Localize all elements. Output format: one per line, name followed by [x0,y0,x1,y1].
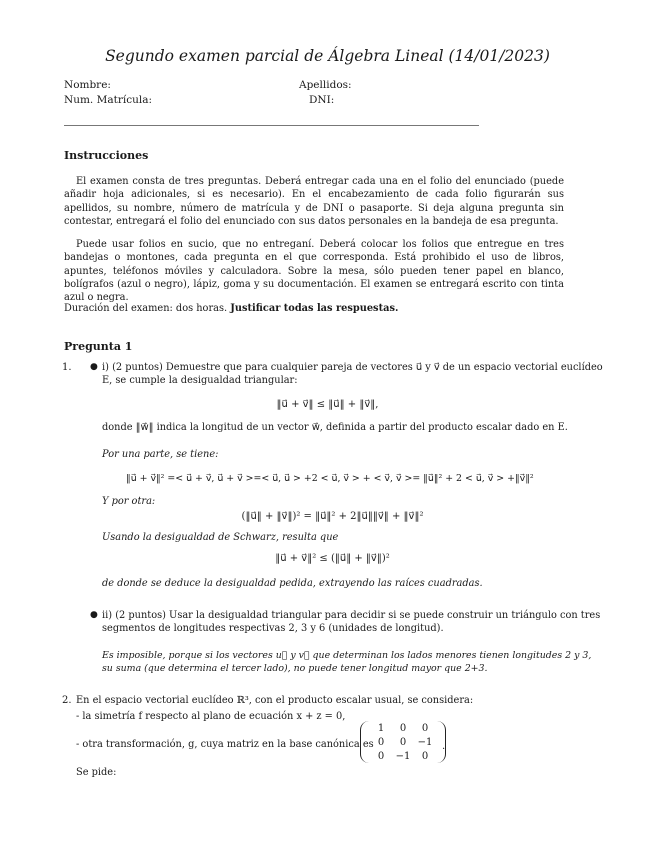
matricula-label: Num. Matrícula: [64,94,152,106]
matrix-cell: 1 [377,722,385,734]
question1-heading: Pregunta 1 [64,340,133,353]
matrix-cell: 0 [421,750,429,762]
nombre-label: Nombre: [64,79,111,91]
question2-intro: En el espacio vectorial euclídeo ℝ³, con el producto escalar usual, se considera: [76,695,474,706]
part-ii-line2: segmentos de longitudes respectivas 2, 3 y 6 (unidades de longitud). [102,623,444,634]
matrix-cell: 0 [377,736,385,748]
transformation-matrix [360,721,446,763]
instructions-paragraph-2: Puede usar folios en sucio, que no entreganí. Deberá colocar los folios que entregue en tres bandejas o montones, cada pregunta en el que corresponda. Está prohibido el uso de libros, apuntes, teléfonos móviles y calculadora. Sobre la mesa, sólo pueden tener papel en blanco, bolígrafos (azul o negro), lápiz, goma y su documentación. El examen se entregará escrito con tinta azul o negra. [64,239,564,304]
part-i-line2: E, se cumple la desigualdad triangular: [102,375,298,386]
instructions-heading: Instrucciones [64,149,149,162]
part-ii-line1: ii) (2 puntos) Usar la desigualdad triangular para decidir si se puede construir un triángulo con tres [102,610,601,621]
matrix-period: . [442,741,446,752]
question2-ask: Se pide: [76,767,117,778]
triangle-inequality: ‖u⃗ + v⃗‖ ≤ ‖u⃗‖ + ‖v⃗‖, [276,399,379,410]
question2-item1: - la simetría f respecto al plano de ecuación x + z = 0, [76,711,346,722]
solution-schwarz: Usando la desigualdad de Schwarz, resulta que [102,532,339,543]
part-ii-solution-line1: Es imposible, porque si los vectores u⃗ y v⃗ que determinan los lados menores tienen longitudes 2 y 3, [102,650,592,661]
header-divider [64,125,479,126]
instructions-paragraph-1: El examen consta de tres preguntas. Deberá entregar cada una en el folio del enunciado (puede añadir hoja adicionales, si es necesario). En el encabezamiento de cada folio figurarán sus apellidos, su nombre, número de matrícula y de DNI o pasaporte. Si deja alguna pregunta sin contestar, entregará el folio del enunciado con sus datos personales en la bandeja de esa pregunta. [64,176,564,227]
bullet-icon: ● [90,362,98,372]
norm-definition: donde ‖w⃗‖ indica la longitud de un vector w⃗, definida a partir del producto escalar dado en E. [102,422,568,433]
duration-text: Duración del examen: dos horas. [64,303,228,314]
dni-label: DNI: [309,94,335,106]
duration-line [64,302,398,315]
exam-title: Segundo examen parcial de Álgebra Lineal (14/01/2023) [105,47,550,65]
justify-text: Justificar todas las respuestas. [230,303,399,314]
matrix-cell: 0 [421,722,429,734]
solution-equation-2: (‖u⃗‖ + ‖v⃗‖)² = ‖u⃗‖² + 2‖u⃗‖‖v⃗‖ + ‖v⃗‖² [241,511,424,522]
matrix-cell: 0 [377,750,385,762]
bullet-icon: ● [90,610,98,620]
solution-equation-1: ‖u⃗ + v⃗‖² =< u⃗ + v⃗, u⃗ + v⃗ >=< u⃗, u⃗ > +2 < u⃗, v⃗ > + < v⃗, v⃗ >= ‖u⃗‖² + 2 < u⃗, v⃗ > +‖v⃗‖² [126,473,534,484]
matrix-cell: −1 [417,736,433,748]
apellidos-label: Apellidos: [299,79,352,91]
matrix-cell: 0 [399,736,407,748]
solution-conclusion: de donde se deduce la desigualdad pedida, extrayendo las raíces cuadradas. [102,578,483,589]
solution-intro: Por una parte, se tiene: [102,449,219,460]
solution-other: Y por otra: [102,496,156,507]
question2-item2: - otra transformación, g, cuya matriz en la base canónica es [76,739,374,750]
part-i-line1: i) (2 puntos) Demuestre que para cualquier pareja de vectores u⃗ y v⃗ de un espacio vectorial euclídeo [102,362,603,373]
question1-number: 1. [62,362,72,373]
solution-equation-3: ‖u⃗ + v⃗‖² ≤ (‖u⃗‖ + ‖v⃗‖)² [275,553,390,564]
matrix-cell: −1 [395,750,411,762]
question2-number: 2. [62,695,72,706]
part-ii-solution-line2: su suma (que determina el tercer lado), no puede tener longitud mayor que 2+3. [102,663,488,674]
matrix-cell: 0 [399,722,407,734]
